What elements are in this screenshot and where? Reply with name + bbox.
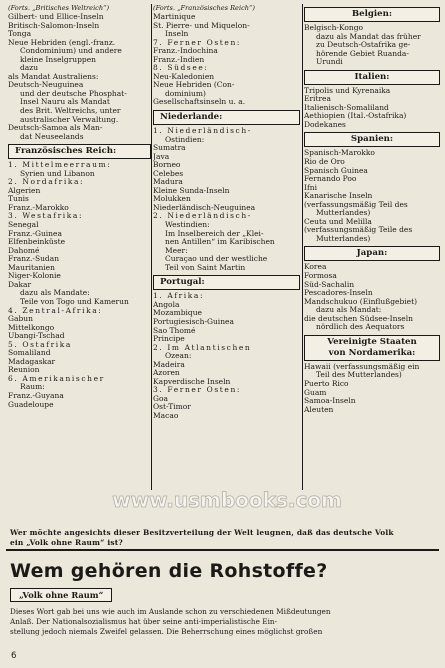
list-item: Niger-Kolonie xyxy=(8,272,61,281)
closing-question xyxy=(10,528,440,548)
list-item: Urundi xyxy=(316,58,343,67)
list-item: australischer Verwaltung. xyxy=(20,115,119,124)
list-item: 3. Westafrika: xyxy=(8,212,84,221)
list-item: Britisch-Salomon-Inseln xyxy=(8,21,100,30)
list-item: Gilbert- und Ellice-Inseln xyxy=(8,13,104,21)
list-item: dazu als Mandat das früher xyxy=(316,32,421,41)
section-header-usa-line1: Vereinigte Staaten xyxy=(327,336,417,347)
list-item: 3. Ferner Osten: xyxy=(153,386,242,395)
continuation-note: (Forts. „Britisches Weltreich“) xyxy=(8,4,110,12)
list-item: Somaliland xyxy=(8,349,51,358)
list-item: Deutsch-Samoa als Man- xyxy=(8,124,103,133)
list-item: als Mandat Australiens: xyxy=(8,72,99,81)
list-item: 2. Nordafrika: xyxy=(8,178,85,187)
list-item: Gesellschaftsinseln u. a. xyxy=(153,98,246,107)
list-item: Tunis xyxy=(8,195,29,204)
list-item: Martinique xyxy=(153,13,196,21)
list-item: Algerien xyxy=(8,186,41,195)
list-item: Puerto Rico xyxy=(304,379,349,388)
list-item: Neue Hebriden (engl.-franz. xyxy=(8,38,116,47)
column-right xyxy=(304,4,440,414)
list-item: Raum: xyxy=(20,383,45,392)
body-line: Anlaß. Der Nationalsozialismus hat über seine anti-imperialistische Ein- xyxy=(10,617,278,626)
list-item: Mutterlandes) xyxy=(316,209,371,218)
list-item: 1. Mittelmeerraum: xyxy=(8,161,112,170)
list-item: Mittelkongo xyxy=(8,323,55,332)
watermark-text: www.usmbooks.com xyxy=(112,488,342,512)
list-item: Ost-Timor xyxy=(153,403,191,412)
list-item: Korea xyxy=(304,263,327,272)
list-item: Teil des Mutterlandes) xyxy=(316,371,402,380)
list-item: Mauritanien xyxy=(8,263,55,272)
list-item: Insel Nauru als Mandat xyxy=(20,98,110,107)
section-header-japan: Japan: xyxy=(304,246,440,261)
list-item: Inseln xyxy=(165,30,189,39)
territory-list-spain xyxy=(304,149,440,243)
list-item: Mozambique xyxy=(153,309,202,318)
section-header-italy: Italien: xyxy=(304,70,440,85)
list-item: Tripolis und Kyrenaika xyxy=(304,86,391,95)
list-item: Curaçao und der westliche xyxy=(165,255,268,264)
list-item: 2. Niederländisch- xyxy=(153,212,252,221)
list-item: Meer: xyxy=(165,246,188,255)
section-header-belgium: Belgien: xyxy=(304,7,440,22)
list-item: Molukken xyxy=(153,195,191,204)
territory-list-france xyxy=(8,161,151,409)
list-item: Tonga xyxy=(8,30,32,39)
list-item: dazu xyxy=(20,64,39,73)
list-item: kleine Inselgruppen xyxy=(20,55,96,64)
column-left xyxy=(8,4,151,409)
list-item: nördlich des Aequators xyxy=(316,323,405,332)
list-item: (verfassungsmäßig Teile des xyxy=(304,226,413,235)
section-header-portugal: Portugal: xyxy=(153,275,300,290)
list-item: nen Antillen“ im Karibischen xyxy=(165,238,275,247)
list-item: Belgisch-Kongo xyxy=(304,24,364,32)
list-item: Formosa xyxy=(304,272,337,281)
list-item: dat Neuseelands xyxy=(20,132,84,141)
list-item: Kapverdische Inseln xyxy=(153,377,231,386)
section-header-france: Französisches Reich: xyxy=(8,144,151,159)
list-item: Dahomé xyxy=(8,246,40,255)
chapter-headline: Wem gehören die Rohstoffe? xyxy=(10,560,328,582)
list-item: Fernando Poo xyxy=(304,175,357,184)
section-header-usa xyxy=(304,335,440,361)
list-item: Condominium) und andere xyxy=(20,47,122,56)
list-item: Java xyxy=(153,152,170,161)
list-item: Süd-Sachalin xyxy=(304,280,355,289)
list-item: Kleine Sunda-Inseln xyxy=(153,186,230,195)
list-item: Azoren xyxy=(153,369,180,378)
list-item: Italienisch-Somaliland xyxy=(304,103,389,112)
closing-question-line: ein „Volk ohne Raum“ ist? xyxy=(10,538,123,547)
column-middle xyxy=(153,4,300,421)
list-item: St. Pierre- und Miquelon- xyxy=(153,21,250,30)
list-item: Neue Hebriden (Con- xyxy=(153,81,235,90)
list-item: Ubangi-Tschad xyxy=(8,332,65,341)
territory-list-italy xyxy=(304,87,440,130)
list-item: Ifni xyxy=(304,183,317,192)
list-item: des Brit. Weltreichs, unter xyxy=(20,107,121,116)
list-item: Franz.-Indochina xyxy=(153,47,218,56)
list-item: dominium) xyxy=(165,89,206,98)
territory-list-japan xyxy=(304,263,440,331)
list-item: Madeira xyxy=(153,360,185,369)
list-item: Franz.-Indien xyxy=(153,55,205,64)
list-item: 6. Amerikanischer xyxy=(8,374,105,383)
list-item: Ozean: xyxy=(165,352,192,361)
list-item: Elfenbeinküste xyxy=(8,238,66,247)
list-item: Portugiesisch-Guinea xyxy=(153,317,234,326)
list-item: 1. Afrika: xyxy=(153,292,205,301)
list-item: Mutterlandes) xyxy=(316,234,371,243)
list-item: die deutschen Südsee-Inseln xyxy=(304,314,413,323)
list-item: Macao xyxy=(153,411,179,420)
territory-list-usa xyxy=(304,363,440,414)
list-item: Im Inselbereich der „Klei- xyxy=(165,229,264,238)
section-header-netherlands: Niederlande: xyxy=(153,110,300,125)
territory-list-netherlands xyxy=(153,127,300,272)
body-paragraph xyxy=(10,607,442,637)
page-number: 6 xyxy=(11,651,17,661)
list-item: Dakar xyxy=(8,280,32,289)
list-item: Spanisch Guinea xyxy=(304,166,368,175)
list-item: Eritrea xyxy=(304,95,331,104)
list-item: dazu als Mandate: xyxy=(20,289,90,298)
list-item: Ceuta und Melilla xyxy=(304,217,372,226)
list-item: Aethiopien (Ital.-Ostafrika) xyxy=(304,112,407,121)
list-item: Franz.-Guinea xyxy=(8,229,62,238)
list-item: Principe xyxy=(153,335,185,344)
list-item: Senegal xyxy=(8,221,39,230)
list-item: und der deutsche Phosphat- xyxy=(20,89,127,98)
list-item: Sumatra xyxy=(153,144,186,153)
territory-list-portugal xyxy=(153,292,300,420)
list-item: 5. Ostafrika xyxy=(8,340,72,349)
watermark-logo xyxy=(70,486,385,514)
list-item: Ostindien: xyxy=(165,135,205,144)
list-item: 7. Ferner Osten: xyxy=(153,38,242,47)
section-header-usa-line2: von Nordamerika: xyxy=(328,347,416,358)
list-item: Hawaii (verfassungsmäßig ein xyxy=(304,362,420,371)
list-item: Mandschukuo (Einflußgebiet) xyxy=(304,297,418,306)
territory-list-belgium xyxy=(304,24,440,67)
section-header-spain: Spanien: xyxy=(304,132,440,147)
list-item: Kanarische Inseln xyxy=(304,192,373,201)
list-item: Reunion xyxy=(8,366,40,375)
list-item: Franz.-Marokko xyxy=(8,203,69,212)
column-divider xyxy=(151,4,152,490)
list-item: Syrien und Libanon xyxy=(20,169,95,178)
list-item: Franz.-Guyana xyxy=(8,391,64,400)
list-item: Angola xyxy=(153,300,180,309)
list-item: Westindien: xyxy=(165,221,210,230)
list-item: Niederländisch-Neuguinea xyxy=(153,203,256,212)
list-item: Pescadores-Inseln xyxy=(304,289,373,298)
list-item: 8. Südsee: xyxy=(153,64,209,73)
list-item: Deutsch-Neuguinea xyxy=(8,81,84,90)
list-item: Guadeloupe xyxy=(8,400,54,409)
closing-question-line: Wer möchte angesichts dieser Besitzverteilung der Welt leugnen, daß das deutsche Volk xyxy=(10,528,394,537)
list-item: Sao Thomé xyxy=(153,326,196,335)
list-item: Dodekanes xyxy=(304,120,346,129)
list-item: 1. Niederländisch- xyxy=(153,127,252,136)
list-item: Teil von Saint Martin xyxy=(165,263,246,272)
list-item: Madura xyxy=(153,178,183,187)
continuation-note: (Forts. „Französisches Reich“) xyxy=(153,4,255,12)
list-item: Teile von Togo und Kamerun xyxy=(20,297,129,306)
body-line: stellung jedoch niemals Zweifel gelassen. Die Beherrschung eines möglichst großen xyxy=(10,627,323,636)
list-item: Celebes xyxy=(153,169,184,178)
list-item: Madagaskar xyxy=(8,357,56,366)
column-divider xyxy=(302,4,303,490)
sub-section-header: „Volk ohne Raum“ xyxy=(10,588,112,602)
list-item: Aleuten xyxy=(304,405,334,414)
list-item: Gabun xyxy=(8,315,33,324)
list-item: 2. Im Atlantischen xyxy=(153,343,252,352)
list-item: 4. Zentral-Afrika: xyxy=(8,306,103,315)
list-item: Goa xyxy=(153,394,168,403)
list-item: Guam xyxy=(304,388,327,397)
territory-list-britain xyxy=(8,13,151,141)
body-line: Dieses Wort gab bei uns wie auch im Auslande schon zu verschiedenen Mißdeutungen xyxy=(10,607,331,616)
list-item: Rio de Oro xyxy=(304,158,345,167)
list-item: Neu-Kaledonien xyxy=(153,72,215,81)
horizontal-rule xyxy=(6,549,439,551)
list-item: zu Deutsch-Ostafrika ge- xyxy=(316,41,411,50)
list-item: dazu als Mandat: xyxy=(316,306,382,315)
list-item: hörende Gebiet Ruanda- xyxy=(316,49,409,58)
list-item: Franz.-Sudan xyxy=(8,255,60,264)
list-item: (verfassungsmäßig Teil des xyxy=(304,200,408,209)
list-item: Samoa-Inseln xyxy=(304,397,356,406)
list-item: Spanisch-Marokko xyxy=(304,149,375,158)
territory-list-france-cont xyxy=(153,13,300,107)
list-item: Borneo xyxy=(153,161,181,170)
